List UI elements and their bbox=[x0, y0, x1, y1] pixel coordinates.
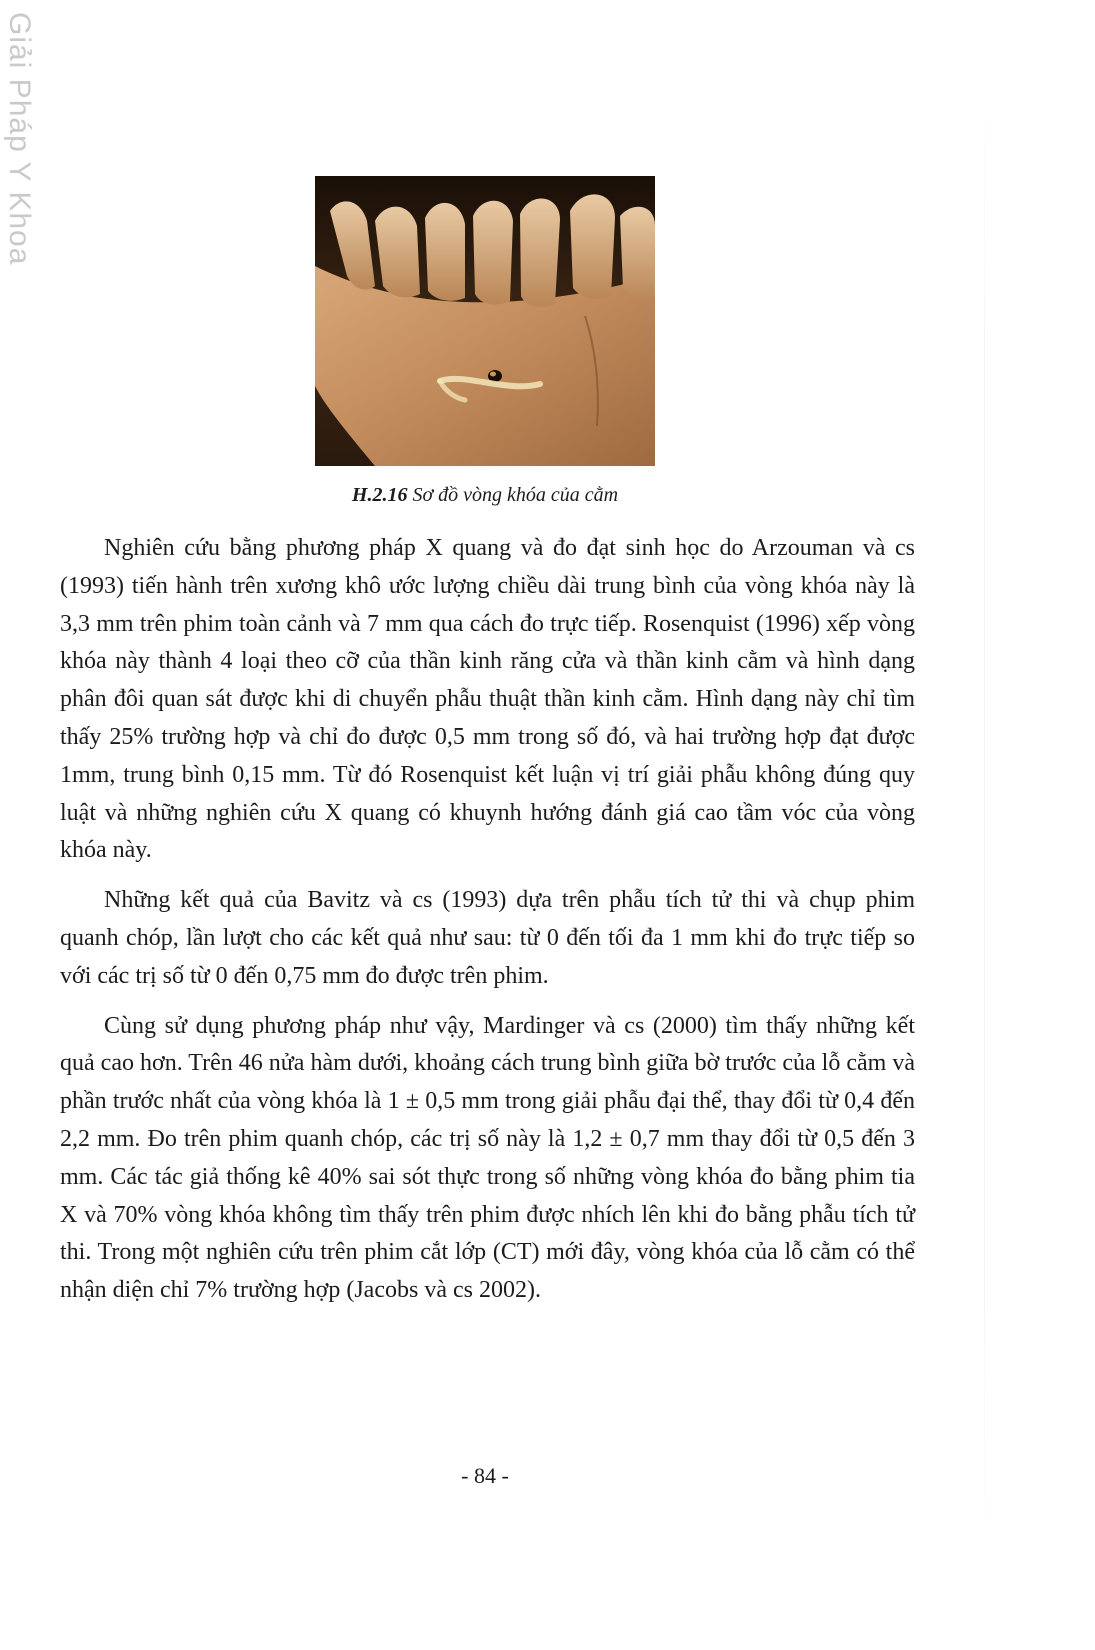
body-text bbox=[60, 530, 915, 1322]
paragraph: Nghiên cứu bằng phương pháp X quang và đo đạt sinh học do Arzouman và cs (1993) tiến hành trên xương khô ước lượng chiều dài trung bình của vòng khóa này là 3,3 mm trên phim toàn cảnh và 7 mm qua cách đo trực tiếp. Rosenquist (1996) xếp vòng khóa này thành 4 loại theo cỡ của thần kinh răng cửa và thần kinh cằm và hình dạng phân đôi quan sát được khi di chuyển phẫu thuật thần kinh cằm. Hình dạng này chỉ tìm thấy 25% trường hợp và chỉ đo được 0,5 mm trong số đó, và hai trường hợp đạt được 1mm, trung bình 0,15 mm. Từ đó Rosenquist kết luận vị trí giải phẫu không đúng quy luật và những nghiên cứu X quang có khuynh hướng đánh giá cao tầm vóc của vòng khóa này. bbox=[60, 535, 915, 864]
page-number: - 84 - bbox=[461, 1463, 509, 1488]
paragraph: Những kết quả của Bavitz và cs (1993) dựa trên phẫu tích tử thi và chụp phim quanh chóp, lần lượt cho các kết quả như sau: từ 0 đến tối đa 1 mm khi đo trực tiếp so với các trị số từ 0 đến 0,75 mm đo được trên phim. bbox=[60, 887, 915, 989]
mandible-photo bbox=[315, 176, 655, 466]
figure-caption bbox=[0, 484, 970, 507]
page-edge-shadow bbox=[984, 70, 985, 1570]
watermark: Giải Pháp Y Khoa bbox=[3, 12, 36, 266]
paragraph: Cùng sử dụng phương pháp như vậy, Mardinger và cs (2000) tìm thấy những kết quả cao hơn. Trên 46 nửa hàm dưới, khoảng cách trung bình giữa bờ trước của lỗ cằm và phần trước nhất của vòng khóa là 1 ± 0,5 mm trong giải phẫu đại thể, thay đổi từ 0,4 đến 2,2 mm. Đo trên phim quanh chóp, các trị số này là 1,2 ± 0,7 mm thay đổi từ 0,5 đến 3 mm. Các tác giả thống kê 40% sai sót thực trong số những vòng khóa đo bằng phim tia X và 70% vòng khóa không tìm thấy trên phim được nhích lên khi đo bằng phẫu tích tử thi. Trong một nghiên cứu trên phim cắt lớp (CT) mới đây, vòng khóa của lỗ cằm có thể nhận diện chỉ 7% trường hợp (Jacobs và cs 2002). bbox=[60, 1012, 915, 1304]
caption-text: Sơ đồ vòng khóa của cằm bbox=[407, 484, 619, 506]
caption-label: H.2.16 bbox=[351, 484, 408, 506]
